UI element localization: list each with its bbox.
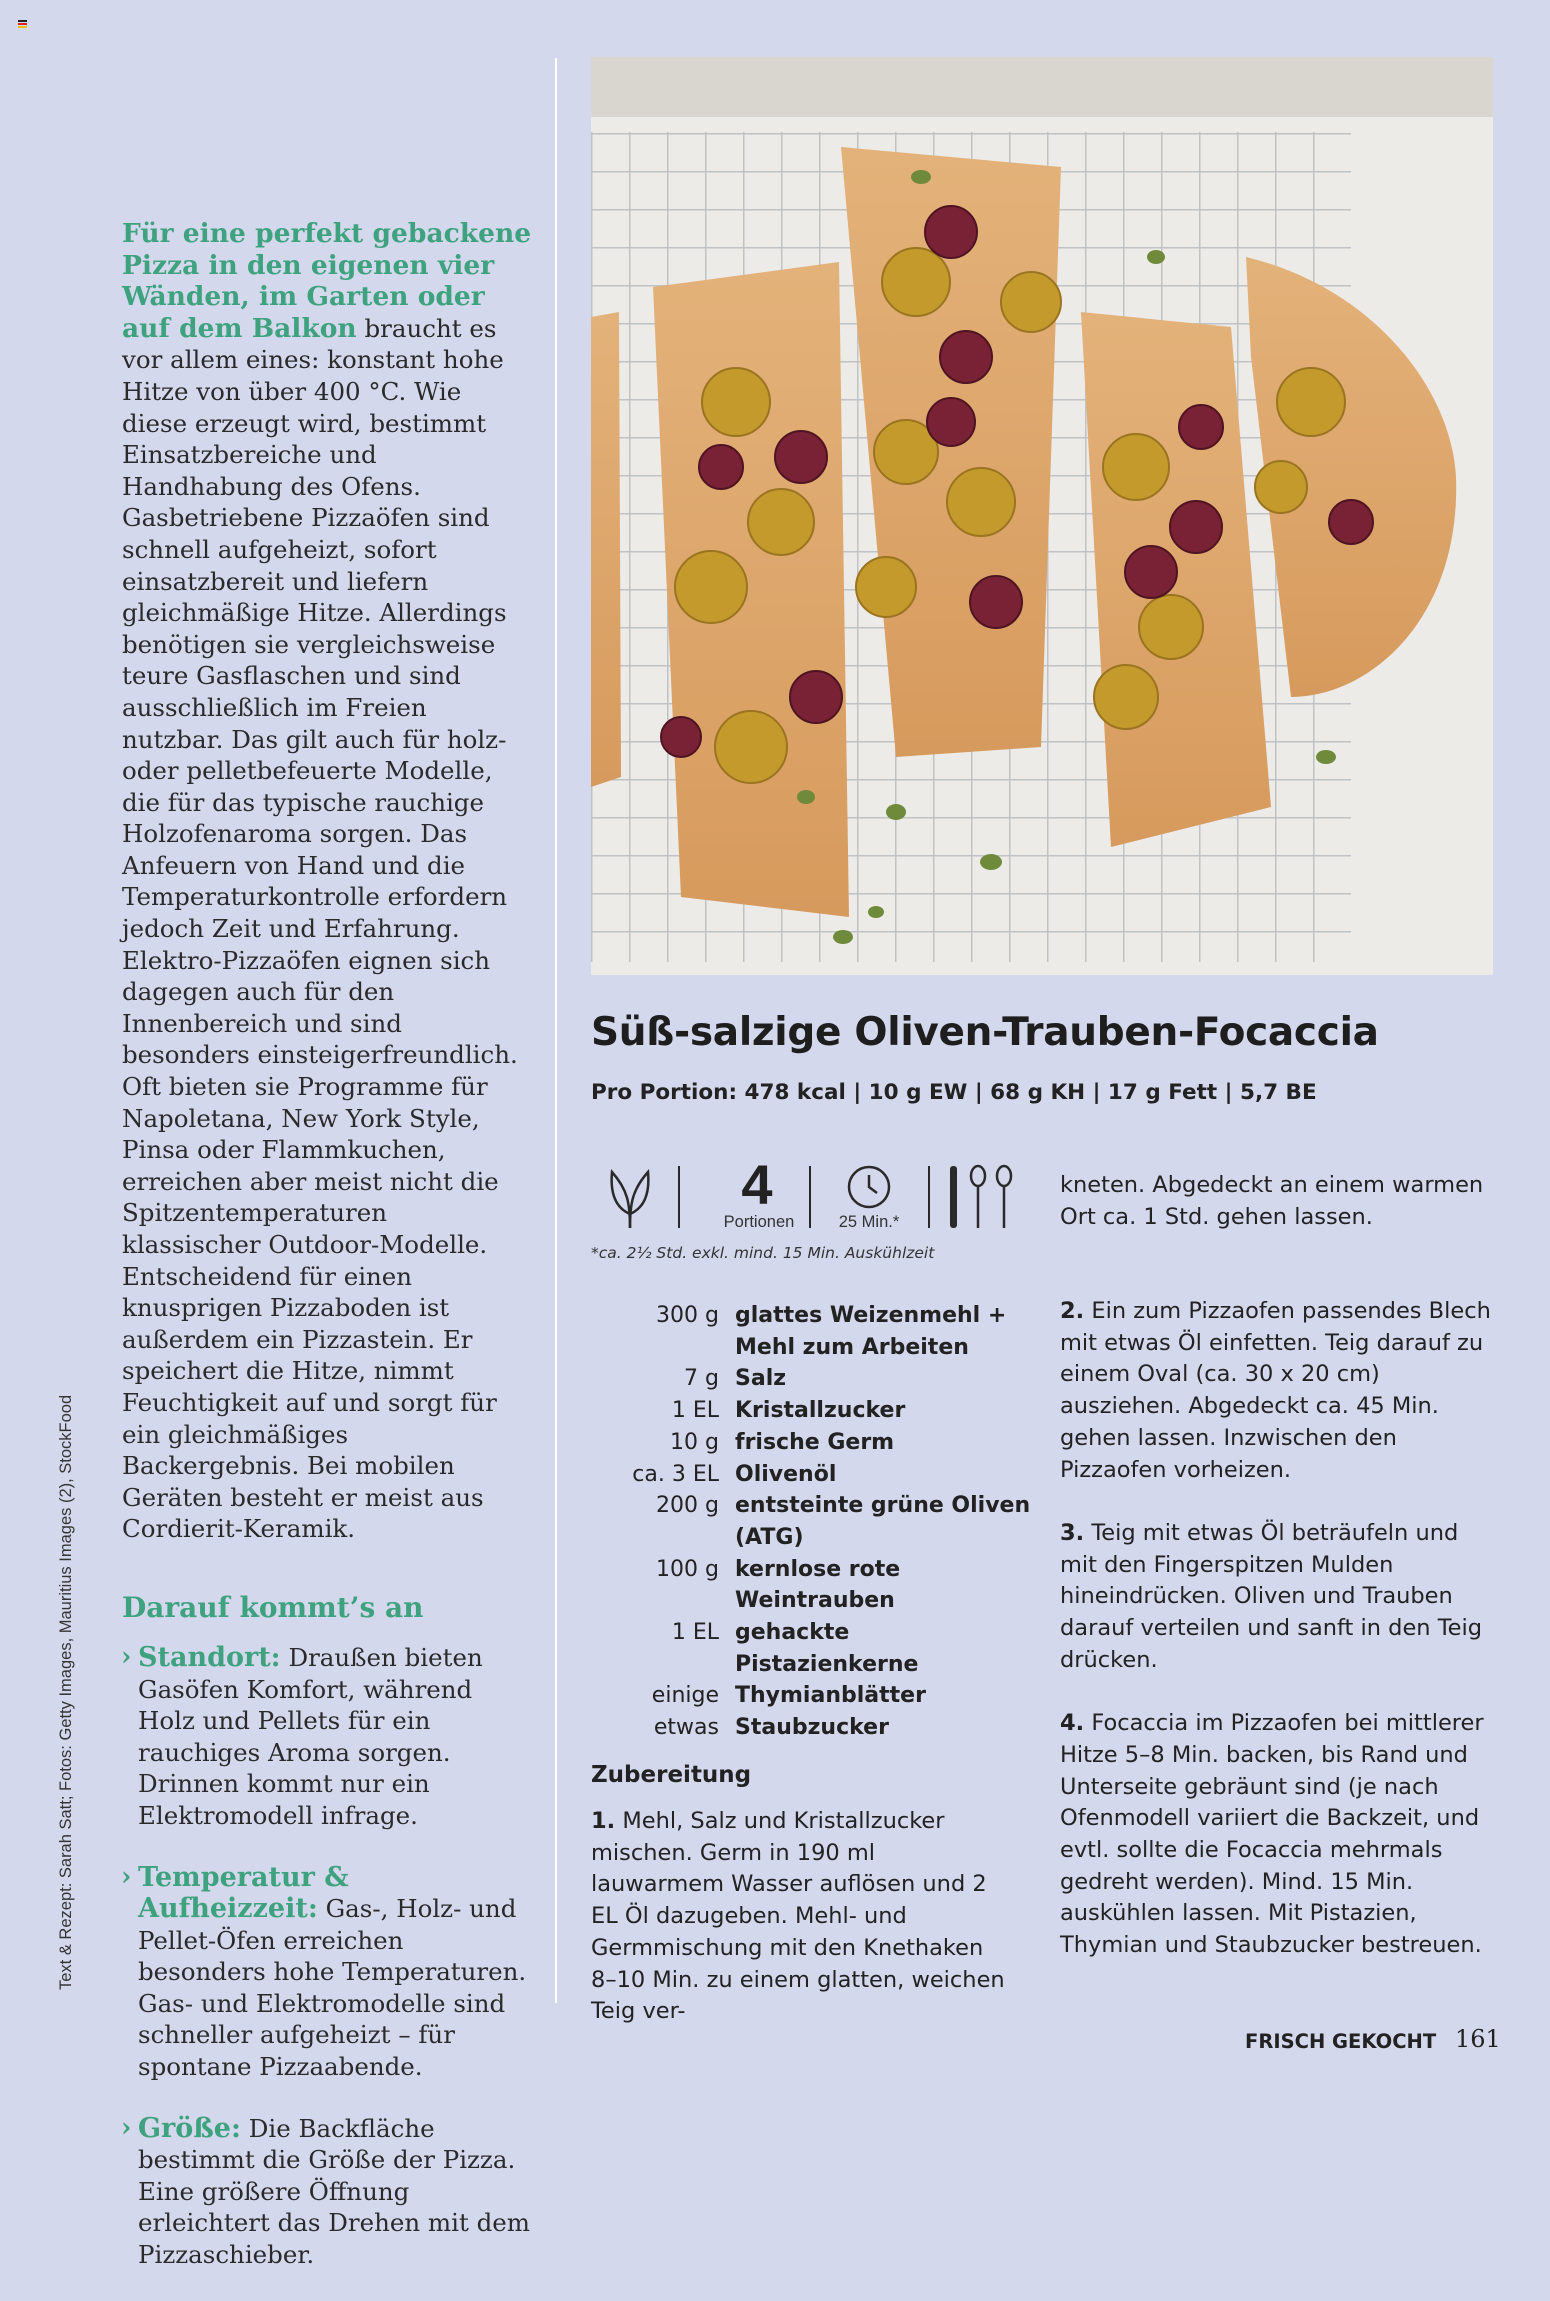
tip-text: Gas-, Holz- und Pellet-Öfen erreichen besonders hohe Temperaturen. Gas- und Elektromodelle sind schneller aufgeheizt – für spontane Pizzaabende.: [138, 1894, 527, 2082]
step-text: Teig mit etwas Öl beträufeln und mit den Fingerspitzen Mulden hineindrücken. Oliven und Trauben darauf verteilen und sanft in den Teig drücken.: [1060, 1519, 1482, 1673]
tip-title: Standort:: [138, 1641, 281, 1673]
ingredient-name: Salz: [735, 1366, 787, 1392]
info-separator: [678, 1166, 680, 1228]
ingredient-amount: 300 g: [656, 1303, 719, 1328]
info-separator: [928, 1166, 930, 1228]
step-number: 1.: [591, 1808, 616, 1834]
recipe-info-bar: [606, 1153, 1026, 1236]
ingredient-name: gehackte Pistazienkerne: [735, 1620, 919, 1677]
ingredient-row: [591, 1459, 1031, 1491]
ingredient-row: [591, 1490, 1031, 1553]
ingredient-row: [591, 1395, 1031, 1427]
info-separator: [809, 1166, 811, 1228]
ingredient-row: [591, 1712, 1031, 1744]
intro-lead: Für eine perfekt gebackene Pizza in den eigenen vier Wänden, im Garten oder auf dem Balkon: [122, 218, 532, 344]
ingredient-row: [591, 1363, 1031, 1395]
intro-text: braucht es vor allem eines: konstant hohe Hitze von über 400 °C. Wie diese erzeugt wird, bestimmt Einsatzbereiche und Handhabung des Ofens. Gasbetriebene Pizzaöfen sind schnell aufgeheizt, sofort einsatzbereit und liefern gleichmäßige Hitze. Allerdings benötigen sie vergleichsweise teure Gasflaschen und sind ausschließlich im Freien nutzbar. Das gilt auch für holz- oder pelletbefeuerte Modelle, die für das typische rauchige Holzofenaroma sorgen. Das Anfeuern von Hand und die Temperaturkontrolle erfordern jedoch Zeit und Erfahrung. Elektro-Pizzaöfen eignen sich dagegen auch für den Innenbereich und sind besonders einsteigerfreundlich. Oft bieten sie Programme für Napoletana, New York Style, Pinsa oder Flammkuchen, erreichen aber meist nicht die Spitzentemperaturen klassischer Outdoor-Modelle. Entscheidend für einen knusprigen Pizzaboden ist außerdem ein Pizzastein. Er speichert die Hitze, nimmt Feuchtigkeit auf und sorgt für ein gleichmäßiges Backergebnis. Bei mobilen Geräten besteht er meist aus Cordierit-Keramik.: [122, 313, 518, 1544]
ingredient-name: Staubzucker: [735, 1715, 889, 1741]
focaccia-photo: [591, 57, 1493, 975]
time-label: 25 Min.*: [838, 1213, 900, 1231]
ingredient-amount: ca. 3 EL: [632, 1461, 719, 1487]
column-divider: [555, 58, 557, 2003]
ingredient-name: glattes Weizenmehl + Mehl zum Arbeiten: [735, 1303, 1007, 1360]
ingredient-amount: 100 g: [656, 1556, 719, 1582]
preparation-title: Zubereitung: [591, 1762, 752, 1788]
step-text: Ein zum Pizzaofen passendes Blech mit etwas Öl einfetten. Teig darauf zu einem Oval (ca. 30 x 20 cm) ausziehen. Abgedeckt ca. 45 Min. gehen lassen. Inzwischen den Pizzaofen vorheizen.: [1060, 1298, 1491, 1483]
tip-text: Die Backfläche bestimmt die Größe der Pizza. Eine größere Öffnung erleichtert das Drehen mit dem Pizzaschieber.: [138, 2113, 531, 2270]
ingredient-amount: 1 EL: [671, 1620, 719, 1646]
ingredient-name: Olivenöl: [735, 1461, 837, 1487]
tip-text: Draußen bieten Gasöfen Komfort, während Holz und Pellets für ein rauchiges Aroma sorgen. Drinnen kommt nur ein Elektromodell infrage.: [138, 1642, 483, 1830]
ingredient-name: entsteinte grüne Oliven (ATG): [735, 1493, 1031, 1550]
time-footnote: *ca. 2½ Std. exkl. mind. 15 Min. Auskühlzeit: [591, 1244, 935, 1262]
nutrition-info: Pro Portion: 478 kcal | 10 g EW | 68 g KH | 17 g Fett | 5,7 BE: [591, 1080, 1317, 1105]
step-1-continued: kneten. Abgedeckt an einem warmen Ort ca. 1 Std. gehen lassen.: [1060, 1172, 1484, 1230]
ingredients-list: [591, 1300, 1031, 1744]
chevron-right-icon: ›: [121, 2112, 132, 2143]
tip-title: Größe:: [138, 2112, 241, 2144]
photo-credit: Text & Rezept: Sarah Satt; Fotos: Getty Images, Mauritius Images (2), StockFood: [57, 1394, 75, 1990]
step-number: 2.: [1060, 1298, 1085, 1324]
tip-title: Temperatur & Aufheizzeit:: [138, 1861, 349, 1925]
ingredient-amount: 10 g: [670, 1429, 719, 1455]
portions-label: Portionen: [723, 1213, 795, 1231]
tip-location: [122, 1642, 532, 1832]
ingredient-name: Kristallzucker: [735, 1398, 906, 1424]
tip-size: [122, 2113, 532, 2271]
ingredient-amount: etwas: [653, 1715, 719, 1741]
page-number: 161: [1455, 2025, 1501, 2053]
ingredient-row: [591, 1300, 1031, 1363]
step-number: 4.: [1060, 1710, 1085, 1737]
step-1: [591, 1806, 1011, 2028]
cutlery-icon: [944, 1164, 1016, 1230]
article-column: [122, 218, 532, 2301]
ingredient-name: kernlose rote Weintrauben: [735, 1556, 901, 1614]
flag-icon: [18, 20, 27, 27]
ingredient-name: frische Germ: [735, 1429, 895, 1455]
steps-column: [1060, 1170, 1500, 1993]
chevron-right-icon: ›: [121, 1861, 132, 1892]
tip-temperature: [122, 1862, 532, 2083]
step-number: 3.: [1060, 1519, 1085, 1546]
ingredient-row: [591, 1554, 1031, 1617]
ingredient-row: [591, 1427, 1031, 1459]
ingredient-row: [591, 1617, 1031, 1680]
ingredient-amount: einige: [651, 1683, 719, 1709]
step-2: [1060, 1296, 1500, 1486]
step-text: Mehl, Salz und Kristallzucker mischen. Germ in 190 ml lauwarmem Wasser auflösen und 2 EL Öl dazugeben. Mehl- und Germmischung mit den Knethaken 8–10 Min. zu einem glatten, weichen Teig ver-: [591, 1808, 1005, 2025]
portions-count: 4: [741, 1153, 773, 1216]
clock-icon: [846, 1164, 892, 1210]
step-4: [1060, 1708, 1500, 1962]
chevron-right-icon: ›: [121, 1641, 132, 1672]
ingredient-amount: 1 EL: [671, 1398, 719, 1424]
recipe-title: Süß-salzige Oliven-Trauben-Focaccia: [591, 1010, 1379, 1055]
intro-paragraph: [122, 218, 532, 1545]
ingredient-name: Thymianblätter: [735, 1683, 926, 1709]
vegetarian-leaf-icon: [606, 1164, 654, 1230]
footer-section-name: FRISCH GEKOCHT: [1245, 2030, 1437, 2053]
section-title: Darauf kommt’s an: [122, 1590, 424, 1624]
step-text: Focaccia im Pizzaofen bei mittlerer Hitze 5–8 Min. backen, bis Rand und Unterseite gebräunt sind (je nach Ofenmodell variiert die Backzeit, und evtl. sollte die Focaccia mehrmals gedreht werden). Mind. 15 Min. auskühlen lassen. Mit Pistazien, Thymian und Staubzucker bestreuen.: [1060, 1710, 1484, 1959]
step-3: [1060, 1518, 1500, 1677]
ingredient-amount: 7 g: [684, 1366, 719, 1392]
ingredient-amount: 200 g: [656, 1493, 719, 1519]
tips-list: [122, 1642, 532, 2271]
ingredient-row: [591, 1680, 1031, 1712]
